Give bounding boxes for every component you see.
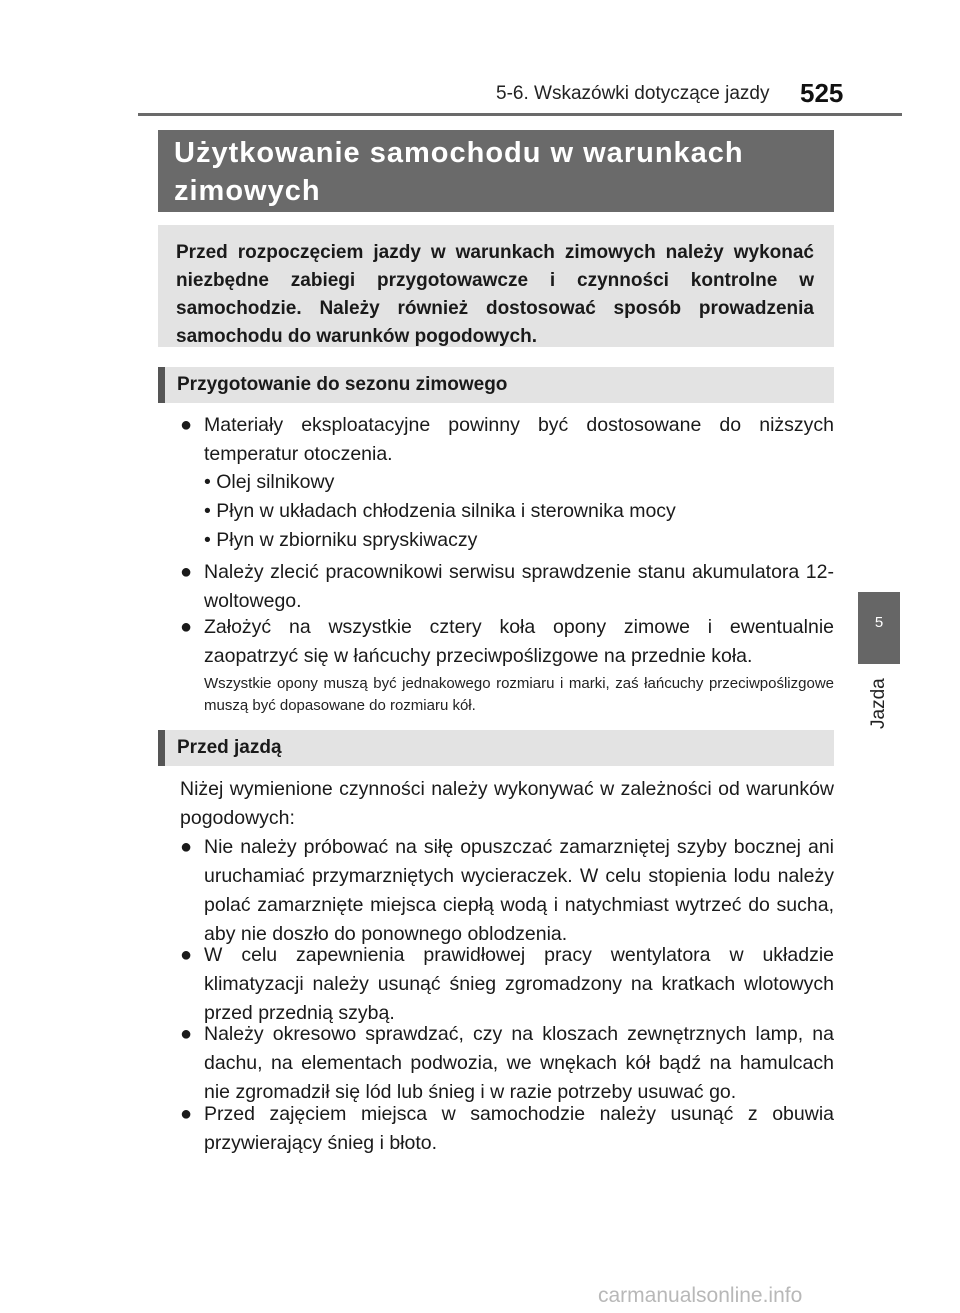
page-number: 525 <box>800 78 844 108</box>
list-item-text: W celu zapewnienia prawidłowej pracy wentylatora w układzie klimatyzacji należy usunąć śnieg zgromadzony na kratkach wlotowych przed przednią szybą. <box>204 944 834 1024</box>
running-header-section: 5-6. Wskazówki dotyczące jazdy <box>496 83 770 104</box>
list-item <box>180 411 834 469</box>
intro-box: Przed rozpoczęciem jazdy w warunkach zimowych należy wykonać niezbędne zabiegi przygotowawcze i czynności kontrolne w samochodzie. Należy również dostosować sposób prowadzenia samochodu do warunków pogodowych. <box>158 225 834 347</box>
list-item <box>180 833 834 949</box>
header-divider <box>138 113 902 116</box>
bullet-icon: ● <box>180 1103 193 1125</box>
bullet-icon: ● <box>180 836 193 858</box>
chapter-number: 5 <box>874 614 884 631</box>
list-item <box>180 941 834 1028</box>
list-item-text: Materiały eksploatacyjne powinny być dostosowane do niższych temperatur otoczenia. <box>204 414 834 465</box>
bullet-icon: ● <box>180 1023 193 1045</box>
list-item-text: Przed zajęciem miejsca w samochodzie należy usunąć z obuwia przywierający śnieg i błoto. <box>204 1103 834 1154</box>
list-item <box>180 613 834 671</box>
list-item-text: Należy okresowo sprawdzać, czy na kloszach zewnętrznych lamp, na dachu, na elementach podwozia, we wnękach kół bądź na hamulcach nie zgromadził się lód lub śnieg i w razie potrzeby usuwać go. <box>204 1023 834 1103</box>
list-item <box>180 558 834 616</box>
bullet-icon: ● <box>180 944 193 966</box>
chapter-tab <box>858 592 900 664</box>
section-heading-before-driving: Przed jazdą <box>158 730 834 766</box>
section-heading-winter-prep: Przygotowanie do sezonu zimowego <box>158 367 834 403</box>
list-item-text: Założyć na wszystkie cztery koła opony zimowe i ewentualnie zaopatrzyć się w łańcuchy przeciwpoślizgowe na przednie koła. <box>204 616 834 667</box>
list-item <box>180 1020 834 1107</box>
bullet-icon: ● <box>180 561 193 583</box>
list-item-text: Nie należy próbować na siłę opuszczać zamarzniętej szyby bocznej ani uruchamiać przymarzniętych wycieraczek. W celu stopienia lodu należy polać zamarznięte miejsca ciepłą wodą i natychmiast wytrzeć do sucha, aby nie doszło do ponownego oblodzenia. <box>204 836 834 945</box>
watermark: carmanualsonline.info <box>598 1284 803 1307</box>
bullet-icon: ● <box>180 616 193 638</box>
list-item <box>180 1100 834 1158</box>
sub-item-coolant: • Płyn w układach chłodzenia silnika i sterownika mocy <box>204 500 676 522</box>
bullet-icon: ● <box>180 414 193 436</box>
page-title: Użytkowanie samochodu w warunkach zimowych <box>158 130 834 212</box>
section-intro: Niżej wymienione czynności należy wykonywać w zależności od warunków pogodowych: <box>180 778 834 829</box>
chapter-label: Jazda <box>868 678 889 730</box>
sub-item-washer-fluid: • Płyn w zbiorniku spryskiwaczy <box>204 529 478 551</box>
tire-note: Wszystkie opony muszą być jednakowego rozmiaru i marki, zaś łańcuchy przeciwpoślizgowe muszą być dopasowane do rozmiaru kół. <box>204 675 834 714</box>
sub-item-engine-oil: • Olej silnikowy <box>204 471 335 493</box>
list-item-text: Należy zlecić pracownikowi serwisu sprawdzenie stanu akumulatora 12-woltowego. <box>204 561 834 612</box>
